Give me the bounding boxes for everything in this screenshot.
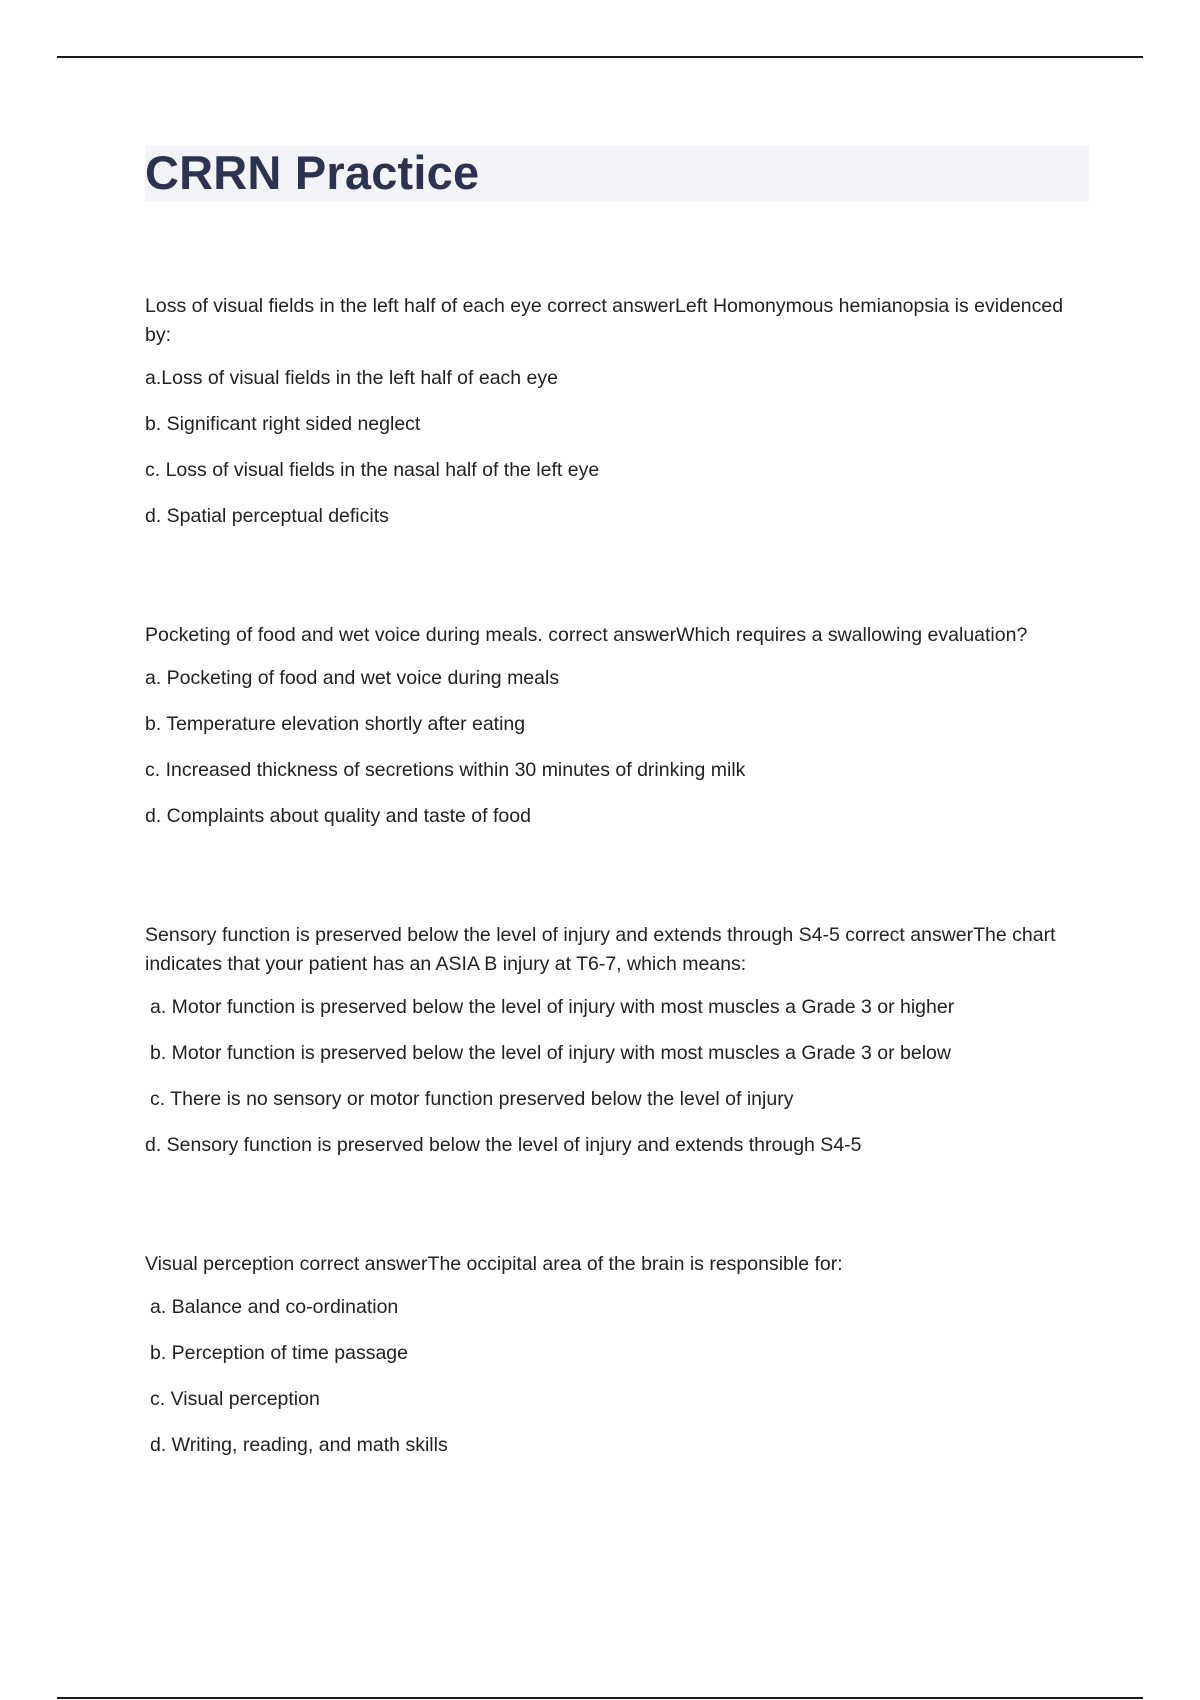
question-2: [145, 621, 1085, 831]
question-stem: Visual perception correct answerThe occipital area of the brain is responsible for:: [145, 1253, 843, 1275]
option-d: d. Complaints about quality and taste of food: [145, 805, 531, 827]
option-c: c. Increased thickness of secretions within 30 minutes of drinking milk: [145, 759, 746, 781]
option-b: b. Temperature elevation shortly after eating: [145, 713, 526, 735]
bottom-rule: [57, 1697, 1143, 1699]
option-d: d. Sensory function is preserved below the level of injury and extends through S4-5: [145, 1134, 862, 1156]
option-b: b. Motor function is preserved below the level of injury with most muscles a Grade 3 or below: [150, 1042, 951, 1064]
page-title: CRRN Practice: [145, 146, 480, 199]
question-stem: Loss of visual fields in the left half of each eye correct answerLeft Homonymous hemianopsia is evidenced by:: [145, 295, 1064, 346]
top-rule: [57, 56, 1143, 58]
question-stem: Sensory function is preserved below the level of injury and extends through S4-5 correct answerThe chart indicates that your patient has an ASIA B injury at T6-7, which means:: [145, 924, 1056, 975]
option-b: b. Significant right sided neglect: [145, 413, 421, 435]
option-d: d. Spatial perceptual deficits: [145, 505, 389, 527]
option-c: c. There is no sensory or motor function preserved below the level of injury: [150, 1088, 794, 1110]
question-1: [145, 292, 1085, 531]
option-c: c. Loss of visual fields in the nasal half of the left eye: [145, 459, 600, 481]
option-d: d. Writing, reading, and math skills: [150, 1434, 448, 1456]
option-a: a. Pocketing of food and wet voice during meals: [145, 667, 560, 689]
question-stem: Pocketing of food and wet voice during meals. correct answerWhich requires a swallowing evaluation?: [145, 624, 1028, 646]
option-a: a.Loss of visual fields in the left half of each eye: [145, 367, 558, 389]
option-a: a. Balance and co-ordination: [150, 1296, 399, 1318]
question-3: [145, 921, 1085, 1160]
option-a: a. Motor function is preserved below the level of injury with most muscles a Grade 3 or higher: [150, 996, 955, 1018]
question-4: [145, 1250, 1085, 1460]
option-c: c. Visual perception: [150, 1388, 320, 1410]
document-body: [145, 292, 1085, 1460]
option-b: b. Perception of time passage: [150, 1342, 408, 1364]
